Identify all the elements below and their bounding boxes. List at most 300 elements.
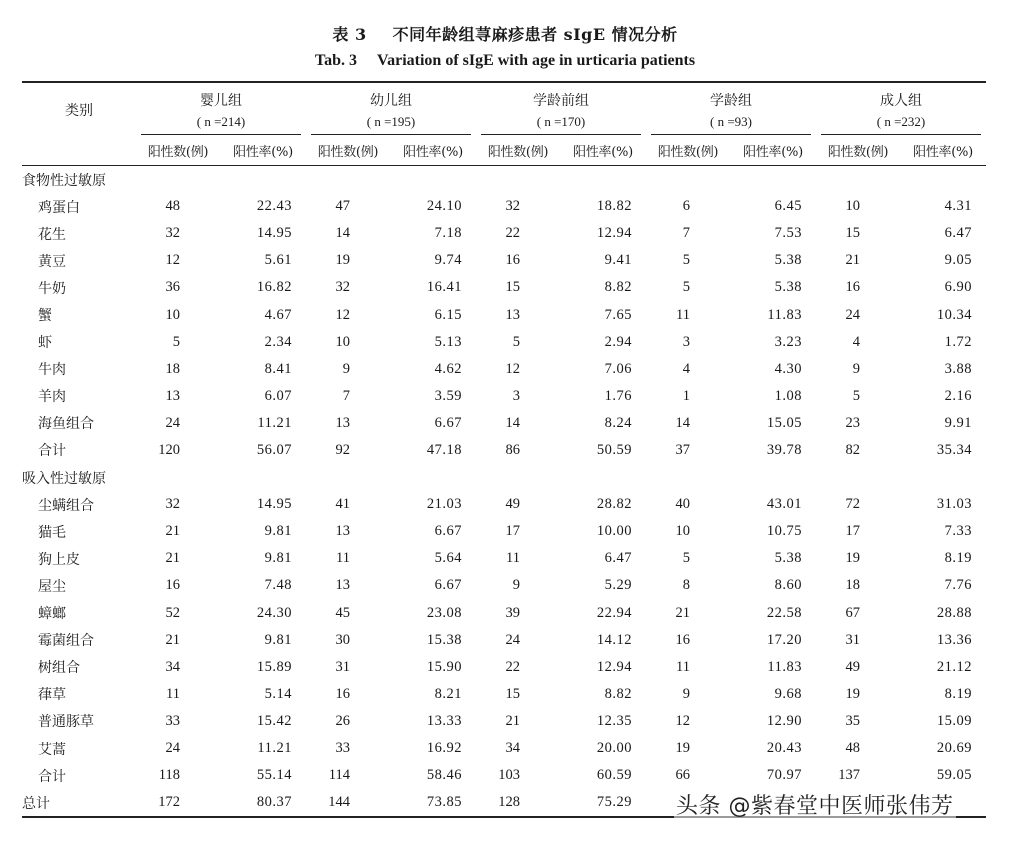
cell-positive-rate: 75.29 (560, 789, 646, 817)
cell-positive-count: 32 (335, 279, 350, 296)
cell-positive-rate: 6.45 (774, 198, 802, 215)
cell-positive-rate: 5.64 (434, 550, 462, 567)
cell-positive-count: 144 (306, 789, 390, 817)
cell-positive-count: 4 (682, 360, 690, 377)
table-row (22, 356, 986, 383)
row-label: 牛肉 (38, 362, 66, 379)
cell-positive-count: 17 (505, 523, 520, 540)
cell-positive-count: 21 (675, 604, 690, 621)
table-body (22, 166, 986, 818)
table-row (22, 437, 986, 464)
row-label: 虾 (38, 335, 52, 352)
cell-positive-rate: 9.41 (604, 252, 632, 269)
cell-positive-count: 33 (335, 740, 350, 757)
cell-positive-rate: 8.19 (944, 550, 972, 567)
cell-positive-rate: 9.81 (264, 550, 292, 567)
table-row (22, 708, 986, 735)
cell-positive-count: 41 (335, 496, 350, 513)
cell-positive-count: 5 (852, 387, 860, 404)
cell-positive-count: 21 (165, 631, 180, 648)
table-row (22, 491, 986, 518)
cell-positive-count: 9 (682, 685, 690, 702)
cell-positive-count: 5 (682, 550, 690, 567)
cell-positive-rate: 15.89 (256, 658, 292, 675)
cell-positive-rate: 8.24 (604, 414, 632, 431)
cell-positive-rate: 22.94 (596, 604, 632, 621)
cell-positive-count (306, 166, 390, 194)
row-label: 尘螨组合 (38, 497, 94, 514)
cell-positive-rate: 70.97 (766, 767, 802, 784)
cell-positive-rate: 12.90 (766, 712, 802, 729)
cell-positive-rate: 7.33 (944, 523, 972, 540)
cell-positive-rate: 7.65 (604, 306, 632, 323)
cell-positive-rate: 8.82 (604, 685, 632, 702)
cell-positive-rate (730, 166, 816, 194)
cell-positive-rate: 15.09 (936, 712, 972, 729)
cell-positive-rate: 31.03 (936, 496, 972, 513)
cell-positive-count: 47 (335, 198, 350, 215)
cell-positive-count: 52 (165, 604, 180, 621)
cell-positive-count: 15 (505, 279, 520, 296)
cell-positive-rate: 11.83 (767, 306, 802, 323)
cell-positive-count: 13 (335, 414, 350, 431)
cell-positive-rate: 20.00 (596, 740, 632, 757)
cell-positive-count: 19 (335, 252, 350, 269)
cell-positive-rate: 5.14 (264, 685, 292, 702)
cell-positive-count: 24 (505, 631, 520, 648)
cell-positive-count: 22 (505, 658, 520, 675)
cell-positive-count: 35 (845, 712, 860, 729)
table-row (22, 600, 986, 627)
row-label: 鸡蛋白 (38, 199, 80, 216)
cell-positive-rate: 2.16 (944, 387, 972, 404)
cell-positive-rate: 21.03 (426, 496, 462, 513)
cell-positive-count (646, 166, 730, 194)
cell-positive-count: 12 (675, 712, 690, 729)
cell-positive-rate: 11.21 (257, 740, 292, 757)
table-title-english (0, 52, 1010, 70)
category-column-header: 类别 (22, 82, 136, 136)
table-row (22, 572, 986, 599)
cell-positive-count: 39 (505, 604, 520, 621)
cell-positive-count: 14 (675, 414, 690, 431)
cell-positive-count: 103 (498, 767, 520, 784)
group-header-infant: 婴儿组 (136, 82, 306, 112)
cell-positive-count: 92 (335, 441, 350, 458)
cell-positive-count: 6 (682, 198, 690, 215)
cell-positive-rate: 6.47 (944, 225, 972, 242)
cell-positive-rate: 13.33 (426, 712, 462, 729)
cell-positive-rate: 12.94 (596, 658, 632, 675)
row-label: 狗上皮 (38, 551, 80, 568)
cell-positive-count: 21 (165, 523, 180, 540)
cell-positive-count: 21 (505, 712, 520, 729)
cell-positive-rate: 16.82 (256, 279, 292, 296)
subheader-blank (22, 136, 136, 166)
cell-positive-rate: 3.88 (944, 360, 972, 377)
cell-positive-rate: 28.82 (596, 496, 632, 513)
table-section-row (22, 464, 986, 491)
cell-positive-rate: 1.76 (604, 387, 632, 404)
cell-positive-rate: 4.62 (434, 360, 462, 377)
cell-positive-count: 13 (165, 387, 180, 404)
cell-positive-count: 118 (158, 767, 180, 784)
cell-positive-count: 31 (845, 631, 860, 648)
row-label: 总计 (22, 789, 136, 817)
group-n-infant: ( n =214) (136, 112, 306, 136)
table-row (22, 762, 986, 789)
cell-positive-count: 1 (682, 387, 690, 404)
row-label: 羊肉 (38, 389, 66, 406)
cell-positive-rate: 10.75 (766, 523, 802, 540)
row-label: 猫毛 (38, 524, 66, 541)
cell-positive-count: 34 (505, 740, 520, 757)
cell-positive-count: 40 (675, 496, 690, 513)
row-label: 艾蒿 (38, 741, 66, 758)
table-row (22, 274, 986, 301)
cell-positive-rate: 5.61 (264, 252, 292, 269)
row-label: 合计 (38, 443, 66, 460)
cell-positive-count: 14 (335, 225, 350, 242)
cell-positive-count: 18 (165, 360, 180, 377)
cell-positive-rate (390, 166, 476, 194)
row-label: 海鱼组合 (38, 416, 94, 433)
cell-positive-rate (560, 166, 646, 194)
subheader-positive-rate: 阳性率(%) (900, 136, 986, 166)
group-n-adult: ( n =232) (816, 112, 986, 136)
cell-positive-rate: 1.72 (944, 333, 972, 350)
cell-positive-rate: 7.18 (434, 225, 462, 242)
cell-positive-rate: 50.59 (596, 441, 632, 458)
row-label: 吸入性过敏原 (22, 470, 106, 487)
cell-positive-count: 21 (165, 550, 180, 567)
cell-positive-rate: 4.30 (774, 360, 802, 377)
cell-positive-rate: 15.38 (426, 631, 462, 648)
row-label: 屋尘 (38, 578, 66, 595)
cell-positive-rate: 7.53 (774, 225, 802, 242)
cell-positive-rate: 58.46 (426, 767, 462, 784)
row-label: 葎草 (38, 687, 66, 704)
subheader-positive-rate: 阳性率(%) (560, 136, 646, 166)
table-caption-cn: 不同年龄组荨麻疹患者 sIgE 情况分析 (392, 25, 678, 44)
table-row (22, 383, 986, 410)
cell-positive-count: 3 (682, 333, 690, 350)
cell-positive-rate: 35.34 (936, 441, 972, 458)
cell-positive-rate: 5.38 (774, 550, 802, 567)
table-section-row (22, 166, 986, 194)
cell-positive-rate: 60.59 (596, 767, 632, 784)
cell-positive-count: 4 (852, 333, 860, 350)
cell-positive-rate: 2.34 (264, 333, 292, 350)
cell-positive-rate: 7.48 (264, 577, 292, 594)
row-label: 花生 (38, 226, 66, 243)
cell-positive-rate: 21.12 (936, 658, 972, 675)
cell-positive-count: 7 (682, 225, 690, 242)
cell-positive-rate: 15.90 (426, 658, 462, 675)
cell-positive-rate: 22.58 (766, 604, 802, 621)
cell-positive-rate: 3.23 (774, 333, 802, 350)
cell-positive-rate: 15.42 (256, 712, 292, 729)
cell-positive-rate: 18.82 (596, 198, 632, 215)
table-row (22, 545, 986, 572)
subheader-positive-count: 阳性数(例) (816, 136, 900, 166)
cell-positive-rate: 59.05 (936, 767, 972, 784)
cell-positive-rate: 22.43 (256, 198, 292, 215)
cell-positive-count: 24 (165, 414, 180, 431)
cell-positive-count: 11 (166, 685, 180, 702)
cell-positive-count: 19 (675, 740, 690, 757)
cell-positive-count: 9 (342, 360, 350, 377)
cell-positive-count: 48 (165, 198, 180, 215)
row-label: 牛奶 (38, 280, 66, 297)
cell-positive-rate: 28.88 (936, 604, 972, 621)
cell-positive-rate: 6.67 (434, 414, 462, 431)
cell-positive-rate: 6.90 (944, 279, 972, 296)
cell-positive-rate: 24.10 (426, 198, 462, 215)
cell-positive-count: 16 (845, 279, 860, 296)
group-header-adult: 成人组 (816, 82, 986, 112)
cell-positive-count: 9 (512, 577, 520, 594)
cell-positive-rate: 10.00 (596, 523, 632, 540)
subheader-positive-rate: 阳性率(%) (730, 136, 816, 166)
cell-positive-count: 72 (845, 496, 860, 513)
cell-positive-count: 3 (512, 387, 520, 404)
cell-positive-count: 19 (845, 550, 860, 567)
cell-positive-rate: 9.68 (774, 685, 802, 702)
cell-positive-count (476, 464, 560, 491)
cell-positive-rate: 47.18 (426, 441, 462, 458)
cell-positive-rate: 13.36 (936, 631, 972, 648)
cell-positive-rate: 6.67 (434, 577, 462, 594)
cell-positive-rate: 56.07 (256, 441, 292, 458)
cell-positive-count: 19 (845, 685, 860, 702)
table-row (22, 247, 986, 274)
cell-positive-rate: 7.76 (944, 577, 972, 594)
table-row (22, 518, 986, 545)
cell-positive-count: 15 (845, 225, 860, 242)
cell-positive-count: 5 (682, 252, 690, 269)
table-row (22, 193, 986, 220)
cell-positive-count: 23 (845, 414, 860, 431)
cell-positive-count: 10 (845, 198, 860, 215)
cell-positive-count: 10 (675, 523, 690, 540)
cell-positive-count: 172 (136, 789, 220, 817)
cell-positive-count: 22 (505, 225, 520, 242)
cell-positive-rate: 8.41 (264, 360, 292, 377)
subheader-positive-count: 阳性数(例) (646, 136, 730, 166)
cell-positive-count: 11 (676, 306, 690, 323)
cell-positive-rate: 16.92 (426, 740, 462, 757)
cell-positive-rate (900, 166, 986, 194)
cell-positive-count: 16 (165, 577, 180, 594)
cell-positive-count: 11 (336, 550, 350, 567)
subheader-positive-count: 阳性数(例) (136, 136, 220, 166)
cell-positive-rate: 7.06 (604, 360, 632, 377)
group-n-school-age: ( n =93) (646, 112, 816, 136)
cell-positive-count: 120 (158, 441, 180, 458)
cell-positive-rate: 15.05 (766, 414, 802, 431)
cell-positive-count: 37 (675, 441, 690, 458)
cell-positive-rate: 3.59 (434, 387, 462, 404)
cell-positive-count: 45 (335, 604, 350, 621)
subheader-positive-rate: 阳性率(%) (390, 136, 476, 166)
cell-positive-count: 66 (675, 767, 690, 784)
cell-positive-rate: 6.07 (264, 387, 292, 404)
cell-positive-count (816, 464, 900, 491)
cell-positive-count: 33 (165, 712, 180, 729)
cell-positive-rate: 4.31 (944, 198, 972, 215)
cell-positive-count: 15 (505, 685, 520, 702)
table-row (22, 654, 986, 681)
table-number-en: Tab. 3 (314, 52, 358, 69)
cell-positive-rate: 5.13 (434, 333, 462, 350)
cell-positive-rate: 1.08 (774, 387, 802, 404)
cell-positive-rate: 6.47 (604, 550, 632, 567)
cell-positive-rate (900, 464, 986, 491)
cell-positive-count: 16 (335, 685, 350, 702)
row-label: 食物性过敏原 (22, 172, 106, 189)
cell-positive-count (136, 166, 220, 194)
group-header-preschool: 学龄前组 (476, 82, 646, 112)
cell-positive-rate: 43.01 (766, 496, 802, 513)
table-row (22, 410, 986, 437)
cell-positive-count (136, 464, 220, 491)
cell-positive-count (816, 166, 900, 194)
cell-positive-count: 10 (165, 306, 180, 323)
cell-positive-rate: 16.41 (426, 279, 462, 296)
cell-positive-rate: 9.74 (434, 252, 462, 269)
cell-positive-rate: 8.21 (434, 685, 462, 702)
cell-positive-count: 30 (335, 631, 350, 648)
cell-positive-rate: 6.67 (434, 523, 462, 540)
cell-positive-count: 5 (682, 279, 690, 296)
cell-positive-count: 5 (172, 333, 180, 350)
cell-positive-count: 128 (476, 789, 560, 817)
cell-positive-rate: 20.43 (766, 740, 802, 757)
cell-positive-rate (220, 464, 306, 491)
table-row (22, 627, 986, 654)
cell-positive-count: 86 (505, 441, 520, 458)
row-label: 黄豆 (38, 253, 66, 270)
table-header (22, 82, 986, 166)
cell-positive-count: 114 (328, 767, 350, 784)
group-header-school-age: 学龄组 (646, 82, 816, 112)
row-label: 蟹 (38, 308, 52, 325)
row-label: 普通豚草 (38, 714, 94, 731)
cell-positive-count: 49 (505, 496, 520, 513)
subheader-positive-count: 阳性数(例) (476, 136, 560, 166)
cell-positive-count: 31 (335, 658, 350, 675)
cell-positive-count: 26 (335, 712, 350, 729)
subheader-positive-rate: 阳性率(%) (220, 136, 306, 166)
group-n-preschool: ( n =170) (476, 112, 646, 136)
cell-positive-count: 49 (845, 658, 860, 675)
cell-positive-rate: 6.15 (434, 306, 462, 323)
cell-positive-rate: 73.85 (390, 789, 476, 817)
cell-positive-count: 5 (512, 333, 520, 350)
cell-positive-rate: 20.69 (936, 740, 972, 757)
cell-positive-count: 137 (838, 767, 860, 784)
cell-positive-rate: 5.29 (604, 577, 632, 594)
cell-positive-rate (390, 464, 476, 491)
row-label: 合计 (38, 768, 66, 785)
cell-positive-rate: 14.95 (256, 496, 292, 513)
cell-positive-count (476, 166, 560, 194)
cell-positive-count: 36 (165, 279, 180, 296)
cell-positive-count: 21 (845, 252, 860, 269)
cell-positive-count (646, 464, 730, 491)
cell-positive-rate: 80.37 (220, 789, 306, 817)
cell-positive-rate: 9.81 (264, 631, 292, 648)
cell-positive-rate: 9.05 (944, 252, 972, 269)
cell-positive-count: 13 (335, 523, 350, 540)
cell-positive-rate: 2.94 (604, 333, 632, 350)
cell-positive-count: 32 (505, 198, 520, 215)
cell-positive-rate (730, 464, 816, 491)
cell-positive-rate: 5.38 (774, 252, 802, 269)
table-title-chinese (0, 22, 1010, 45)
cell-positive-count: 32 (165, 225, 180, 242)
cell-positive-rate: 23.08 (426, 604, 462, 621)
cell-positive-rate: 55.14 (256, 767, 292, 784)
cell-positive-count: 11 (506, 550, 520, 567)
cell-positive-count: 13 (335, 577, 350, 594)
table-row (22, 301, 986, 328)
cell-positive-rate: 8.19 (944, 685, 972, 702)
cell-positive-count: 14 (505, 414, 520, 431)
cell-positive-rate: 12.94 (596, 225, 632, 242)
cell-positive-rate: 11.21 (257, 414, 292, 431)
cell-positive-count: 34 (165, 658, 180, 675)
cell-positive-count: 12 (165, 252, 180, 269)
cell-positive-count: 13 (505, 306, 520, 323)
cell-positive-rate: 17.20 (766, 631, 802, 648)
cell-positive-count: 24 (165, 740, 180, 757)
cell-positive-count: 12 (505, 360, 520, 377)
group-header-toddler: 幼儿组 (306, 82, 476, 112)
table-row (22, 329, 986, 356)
cell-positive-count: 32 (165, 496, 180, 513)
cell-positive-count: 24 (845, 306, 860, 323)
cell-positive-rate: 39.78 (766, 441, 802, 458)
cell-positive-count: 48 (845, 740, 860, 757)
cell-positive-rate: 8.82 (604, 279, 632, 296)
cell-positive-count: 11 (676, 658, 690, 675)
cell-positive-count: 7 (342, 387, 350, 404)
cell-positive-count: 8 (682, 577, 690, 594)
cell-positive-count: 17 (845, 523, 860, 540)
cell-positive-rate: 5.38 (774, 279, 802, 296)
table-row (22, 735, 986, 762)
sige-age-table (22, 81, 986, 818)
cell-positive-count: 82 (845, 441, 860, 458)
row-label: 树组合 (38, 660, 80, 677)
watermark-text: 头条 @紫春堂中医师张伟芳 (674, 789, 956, 820)
table-number-cn: 表 3 (332, 25, 367, 44)
cell-positive-rate: 10.34 (936, 306, 972, 323)
row-label: 蟑螂 (38, 606, 66, 623)
table-row (22, 681, 986, 708)
cell-positive-rate (220, 166, 306, 194)
table-row (22, 220, 986, 247)
cell-positive-rate: 9.81 (264, 523, 292, 540)
cell-positive-rate: 24.30 (256, 604, 292, 621)
row-label: 霉菌组合 (38, 633, 94, 650)
cell-positive-rate: 8.60 (774, 577, 802, 594)
cell-positive-count: 10 (335, 333, 350, 350)
cell-positive-count: 16 (675, 631, 690, 648)
subheader-positive-count: 阳性数(例) (306, 136, 390, 166)
